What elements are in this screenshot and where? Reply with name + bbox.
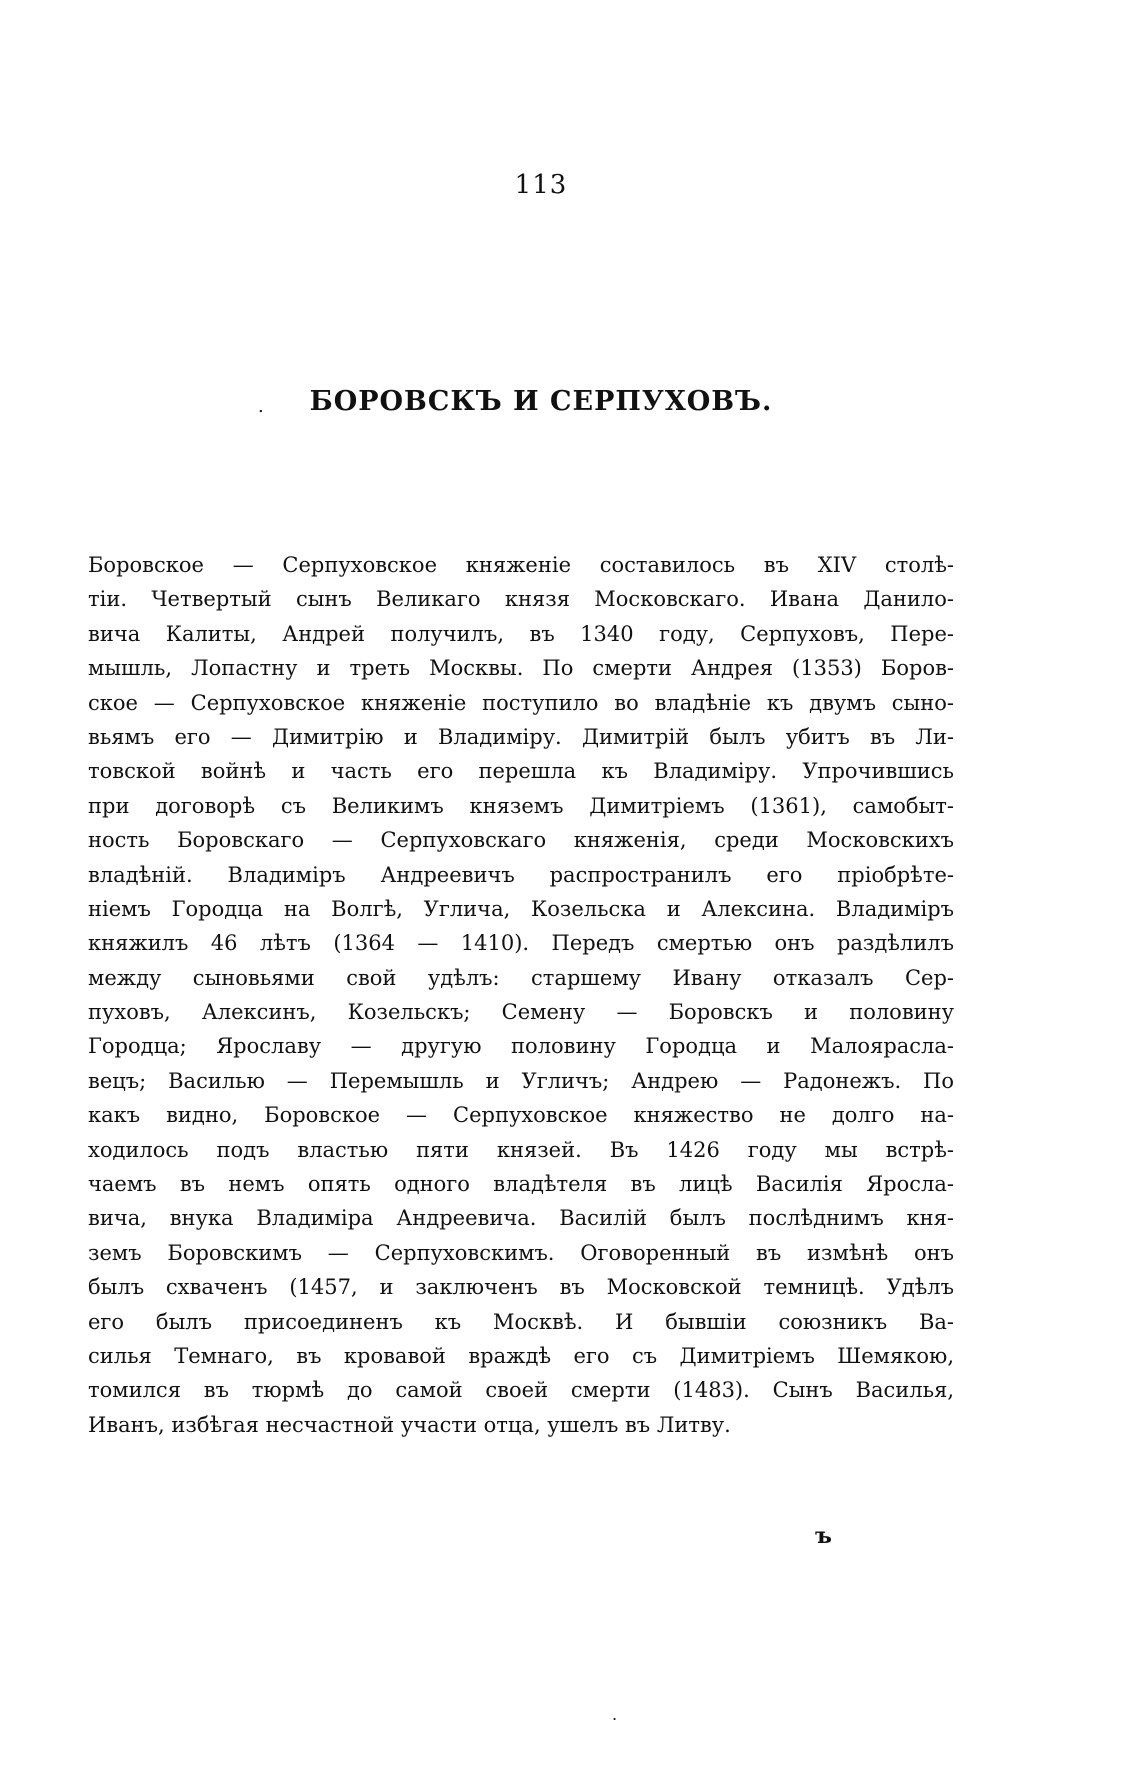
text-line: между сыновьями свой удѣлъ: старшему Ивану отказалъ Сер- (88, 965, 954, 990)
page-number: 113 (514, 170, 568, 200)
text-line: ходилось подъ властью пяти князей. Въ 1426 году мы встрѣ- (88, 1137, 954, 1162)
text-line-last: Иванъ, избѣгая несчастной участи отца, ушелъ въ Литву. (88, 1412, 731, 1437)
text-line: ность Боровскаго — Серпуховскаго княженія, среди Московскихъ (88, 828, 954, 853)
page-title: БОРОВСКЪ И СЕРПУХОВЪ. (309, 386, 773, 417)
text-line: земъ Боровскимъ — Серпуховскимъ. Оговоренный въ измѣнѣ онъ (88, 1240, 954, 1265)
text-line: Боровское — Серпуховское княженіе составилось въ XIV столѣ- (88, 553, 954, 577)
text-line: его былъ присоединенъ къ Москвѣ. И бывшіи союзникъ Ва- (88, 1309, 954, 1334)
text-line: былъ схваченъ (1457, и заключенъ въ Московской темницѣ. Удѣлъ (88, 1275, 954, 1300)
signature-mark: ъ (815, 1523, 832, 1549)
text-line: Городца; Ярославу — другую половину Городца и Малоярасла- (88, 1034, 954, 1059)
text-line: владѣній. Владиміръ Андреевичъ распространилъ его пріобрѣте- (88, 862, 954, 887)
text-line: вецъ; Василью — Перемышль и Угличъ; Андрею — Радонежъ. По (88, 1068, 954, 1093)
text-line: ніемъ Городца на Волгѣ, Углича, Козельска и Алексина. Владиміръ (88, 896, 954, 921)
text-line: княжилъ 46 лѣтъ (1364 — 1410). Передъ смертью онъ раздѣлилъ (88, 931, 954, 956)
bottom-dot: . (612, 1705, 618, 1724)
text-line: тіи. Четвертый сынъ Великаго князя Московскаго. Ивана Данило- (88, 587, 954, 612)
text-line: ское — Серпуховское княженіе поступило во владѣніе къ двумъ сыно- (88, 690, 954, 715)
text-line: какъ видно, Боровское — Серпуховское княжество не долго на- (88, 1103, 954, 1128)
text-line: вича Калиты, Андрей получилъ, въ 1340 году, Серпуховъ, Пере- (88, 621, 954, 646)
title-dot: . (258, 396, 264, 417)
text-line: чаемъ въ немъ опять одного владѣтеля въ лицѣ Василія Яросла- (88, 1172, 954, 1197)
text-line: пуховъ, Алексинъ, Козельскъ; Семену — Боровскъ и половину (88, 1000, 954, 1025)
text-line: томился въ тюрмѣ до самой своей смерти (1483). Сынъ Василья, (88, 1378, 954, 1403)
body-text (88, 548, 954, 1442)
text-line: вьямъ его — Димитрію и Владиміру. Димитрій былъ убитъ въ Ли- (88, 724, 954, 749)
text-line: при договорѣ съ Великимъ княземъ Димитріемъ (1361), самобыт- (88, 793, 954, 818)
text-line: силья Темнаго, въ кровавой враждѣ его съ Димитріемъ Шемякою, (88, 1343, 954, 1368)
text-line: вича, внука Владиміра Андреевича. Василій былъ послѣднимъ кня- (88, 1206, 954, 1231)
text-line: товской войнѣ и часть его перешла къ Владиміру. Упрочившись (88, 759, 954, 784)
text-line: мышль, Лопастну и треть Москвы. По смерти Андрея (1353) Боров- (88, 656, 954, 681)
